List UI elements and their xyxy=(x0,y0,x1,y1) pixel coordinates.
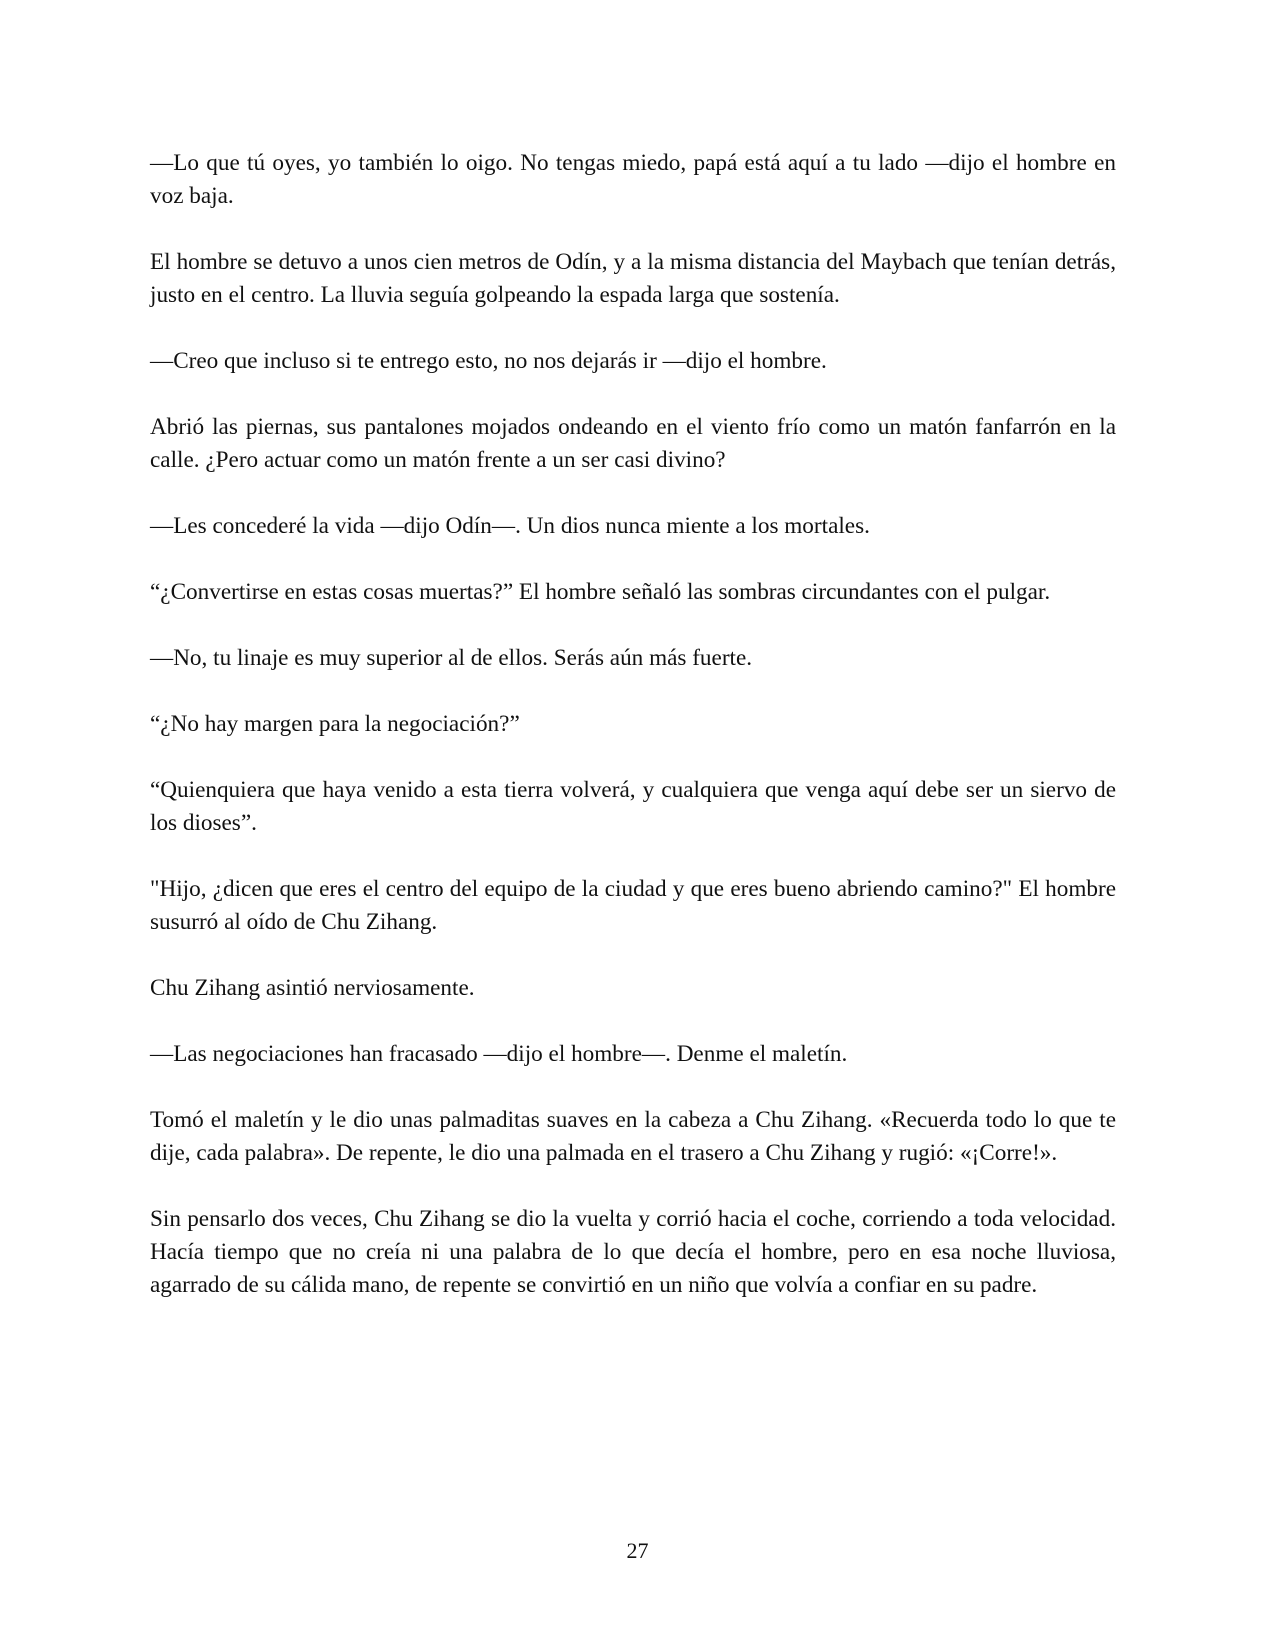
paragraph: —Las negociaciones han fracasado —dijo el hombre—. Denme el maletín. xyxy=(150,1041,848,1067)
paragraph: El hombre se detuvo a unos cien metros de Odín, y a la misma distancia del Maybach que tenían detrás, justo en el centro. La lluvia seguía golpeando la espada larga que sostenía. xyxy=(150,249,1116,308)
paragraph: Sin pensarlo dos veces, Chu Zihang se dio la vuelta y corrió hacia el coche, corriendo a toda velocidad. Hacía tiempo que no creía ni una palabra de lo que decía el hombre, pero en esa noche lluviosa, agarrado de su cálida mano, de repente se convirtió en un niño que volvía a confiar en su padre. xyxy=(150,1206,1116,1298)
paragraph: “Quienquiera que haya venido a esta tierra volverá, y cualquiera que venga aquí debe ser un siervo de los dioses”. xyxy=(150,777,1116,836)
paragraph: “¿No hay margen para la negociación?” xyxy=(150,711,520,737)
paragraph: Tomó el maletín y le dio unas palmaditas suaves en la cabeza a Chu Zihang. «Recuerda todo lo que te dije, cada palabra». De repente, le dio una palmada en el trasero a Chu Zihang y rugió: «¡Corre!». xyxy=(150,1107,1116,1166)
paragraph: —Creo que incluso si te entrego esto, no nos dejarás ir —dijo el hombre. xyxy=(150,348,827,374)
paragraph: Abrió las piernas, sus pantalones mojados ondeando en el viento frío como un matón fanfarrón en la calle. ¿Pero actuar como un matón frente a un ser casi divino? xyxy=(150,414,1116,473)
paragraph: "Hijo, ¿dicen que eres el centro del equipo de la ciudad y que eres bueno abriendo camino?" El hombre susurró al oído de Chu Zihang. xyxy=(150,876,1116,935)
paragraph: —Lo que tú oyes, yo también lo oigo. No tengas miedo, papá está aquí a tu lado —dijo el hombre en voz baja. xyxy=(150,150,1116,209)
paragraph: —Les concederé la vida —dijo Odín—. Un dios nunca miente a los mortales. xyxy=(150,513,870,539)
body-text xyxy=(150,147,1116,1335)
page-number: 27 xyxy=(626,1538,649,1563)
paragraph: —No, tu linaje es muy superior al de ellos. Serás aún más fuerte. xyxy=(150,645,753,671)
paragraph: “¿Convertirse en estas cosas muertas?” El hombre señaló las sombras circundantes con el pulgar. xyxy=(150,579,1051,605)
paragraph: Chu Zihang asintió nerviosamente. xyxy=(150,975,475,1001)
